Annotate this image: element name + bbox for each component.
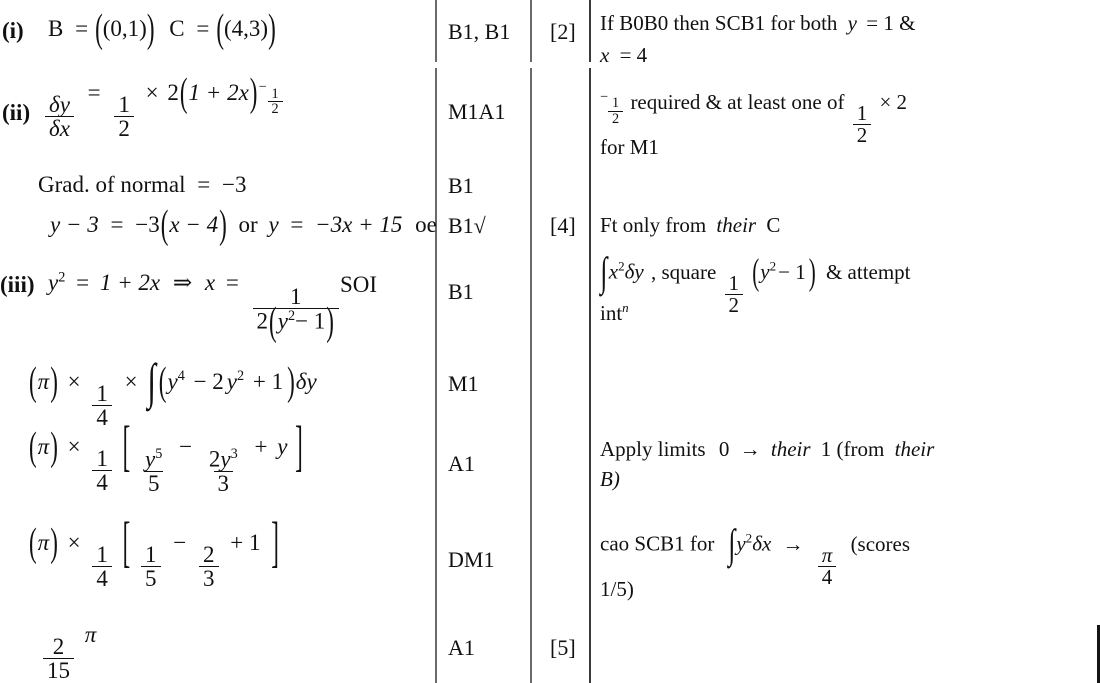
mark-code-row-grad: B1 bbox=[448, 173, 474, 198]
working-row-antiderivative: (π) × $\frac{1}{4}$ [ $\frac{y^5}{5}$ − $\frac{2y^3}{3}$ + y ] bbox=[29, 415, 303, 497]
mark-total-part-i: [2] bbox=[550, 19, 576, 44]
divider-marks-right-2 bbox=[530, 68, 532, 683]
divider-marks-right bbox=[530, 0, 532, 62]
working-row-i: B = ((0,1)) C = ((4,3)) bbox=[48, 6, 276, 51]
note-row-lim-line1: cao SCB1 for $\int y^2\delta x$ → $\frac{\pi}{4}$ (scores bbox=[600, 522, 911, 589]
working-row-integral: (π) × $\frac{1}{4}$ × ∫ ($y^4 - 2$ $y^2 + 1$ )δy bbox=[29, 354, 317, 431]
note-row-ii-line1: $^{- \frac{1}{2}}$ required & at least one of $\frac{1}{2}$ × 2 bbox=[600, 89, 908, 148]
divider-total-right-2 bbox=[589, 68, 591, 683]
divider-marks-left-2 bbox=[435, 68, 437, 683]
note-row-iii-line1: $\int x^2\delta y$ , square $\frac{1}{2}$ ($y^2- 1$ ) & attempt bbox=[600, 250, 911, 317]
part-label-iii: (iii) bbox=[0, 272, 35, 297]
working-row-iii-soi: SOI bbox=[340, 272, 378, 297]
mark-code-row-i: B1, B1 bbox=[448, 19, 511, 44]
note-row-res-line2: B) bbox=[600, 467, 620, 491]
mark-code-row-ii: M1A1 bbox=[448, 99, 506, 124]
mark-code-row-ans: A1 bbox=[448, 635, 475, 660]
divider-marks-left bbox=[435, 0, 437, 62]
note-row-i-line1: If B0B0 then SCB1 for both y = 1 & bbox=[600, 11, 916, 35]
note-row-res-line1: Apply limits 0 → their 1 (from their bbox=[600, 437, 935, 461]
working-row-limits: (π) × $\frac{1}{4}$ [ $\frac{1}{5}$ − $\frac{2}{3}$ + 1 ] bbox=[29, 511, 279, 592]
working-row-iii: $y^2 = 1 + 2x$ ⇒ x = $\frac{1}{2(y^2- 1)}$ bbox=[48, 268, 342, 333]
working-row-ii: $\frac{\delta y}{\delta x}$ = $\frac{1}{2}$ × $2(1 + 2x)^{- \frac{1}{2}}$ bbox=[42, 78, 283, 141]
note-row-iii-line2: int$^n$ bbox=[600, 300, 629, 325]
divider-total-right bbox=[589, 0, 591, 62]
working-row-normal-line: y − 3 = −3(x − 4) or y = −3x + 15 oe bbox=[50, 202, 437, 247]
working-row-answer: $\frac{2}{15}$ π bbox=[40, 620, 96, 683]
mark-code-row-res: A1 bbox=[448, 451, 475, 476]
mark-code-row-line: B1√ bbox=[448, 213, 486, 238]
part-label-ii: (ii) bbox=[2, 100, 31, 125]
mark-code-row-int: M1 bbox=[448, 371, 479, 396]
mark-total-part-iii: [5] bbox=[550, 635, 576, 660]
mark-code-row-lim: DM1 bbox=[448, 547, 495, 572]
working-row-gradient: Grad. of normal = −3 bbox=[38, 172, 247, 197]
note-row-line: Ft only from their C bbox=[600, 213, 781, 237]
note-row-ii-line2: for M1 bbox=[600, 135, 659, 159]
note-row-lim-line2: 1/5) bbox=[600, 577, 634, 601]
note-row-i-line2: x = 4 bbox=[600, 43, 648, 67]
mark-total-part-ii: [4] bbox=[550, 213, 576, 238]
part-label-i: (i) bbox=[2, 18, 24, 43]
mark-code-row-iii: B1 bbox=[448, 279, 474, 304]
